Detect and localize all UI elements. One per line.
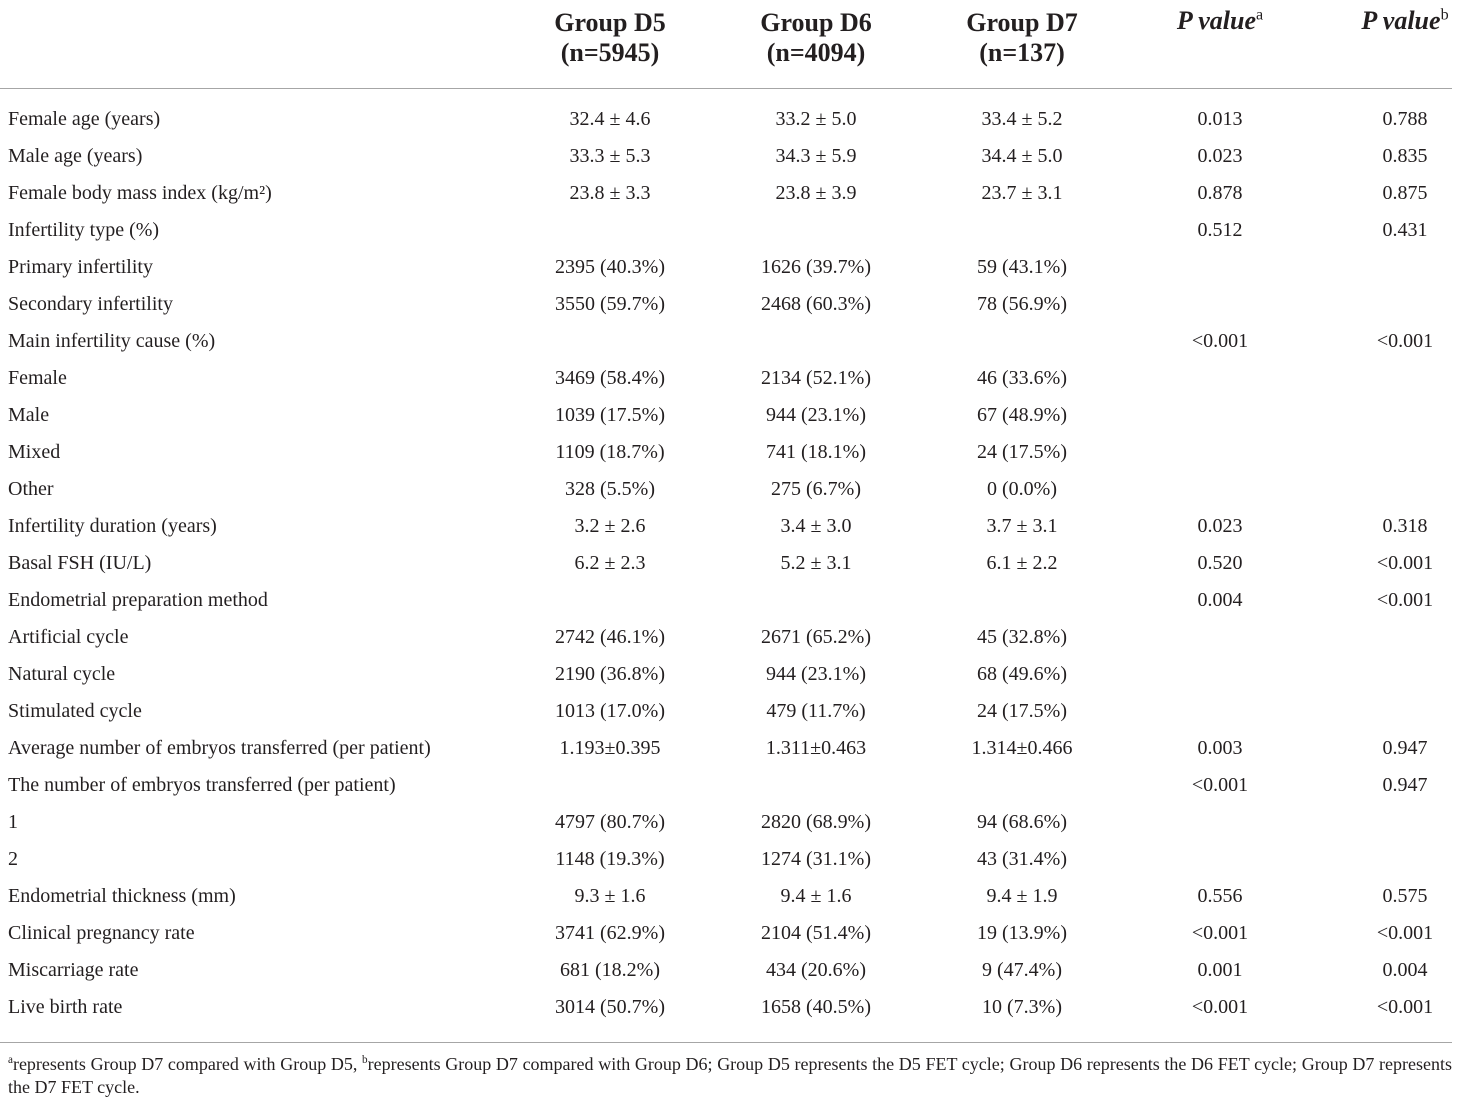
- table-row: [0, 360, 1460, 397]
- table-row: [0, 175, 1460, 212]
- cell-p-value-a: 0.023: [1197, 145, 1243, 167]
- cell-group-d5: 681 (18.2%): [560, 959, 660, 981]
- header-group-d6: [716, 8, 916, 68]
- cell-p-value-a: 0.023: [1197, 515, 1243, 537]
- footnote-text-b: represents Group D7 compared with Group D6; Group D5 represents the D5 FET cycle; Group D6 represents the D6 FET cycle; Group D7 represents the D7 FET cycle.: [8, 1054, 1452, 1097]
- cell-group-d5: 3741 (62.9%): [555, 922, 665, 944]
- cell-group-d7: 94 (68.6%): [977, 811, 1067, 833]
- cell-group-d5: 2190 (36.8%): [555, 663, 665, 685]
- table-row: [0, 878, 1460, 915]
- table-row: [0, 767, 1460, 804]
- cell-group-d5: 9.3 ± 1.6: [574, 885, 646, 907]
- table-bottom-rule: [0, 1042, 1452, 1043]
- table-row: [0, 619, 1460, 656]
- cell-group-d7: 67 (48.9%): [977, 404, 1067, 426]
- row-label: 2: [8, 848, 18, 870]
- cell-group-d6: 34.3 ± 5.9: [775, 145, 857, 167]
- header-p-value-a: [1165, 6, 1275, 36]
- cell-group-d7: 46 (33.6%): [977, 367, 1067, 389]
- cell-p-value-b: 0.431: [1382, 219, 1428, 241]
- cell-p-value-a: 0.520: [1197, 552, 1243, 574]
- cell-group-d7: 10 (7.3%): [982, 996, 1062, 1018]
- cell-group-d5: 6.2 ± 2.3: [574, 552, 646, 574]
- cell-group-d5: 328 (5.5%): [565, 478, 655, 500]
- cell-group-d5: 1109 (18.7%): [555, 441, 665, 463]
- row-label: Live birth rate: [8, 996, 123, 1018]
- cell-p-value-b: 0.835: [1382, 145, 1428, 167]
- table-body: [0, 101, 1460, 1026]
- cell-group-d5: 1013 (17.0%): [555, 700, 665, 722]
- cell-p-value-b: <0.001: [1376, 922, 1434, 944]
- row-label: Female age (years): [8, 108, 161, 130]
- row-label: The number of embryos transferred (per patient): [8, 774, 396, 796]
- row-label: Main infertility cause (%): [8, 330, 216, 352]
- cell-group-d6: 944 (23.1%): [766, 404, 866, 426]
- cell-group-d7: 33.4 ± 5.2: [981, 108, 1063, 130]
- header-p-value-b: [1350, 6, 1460, 36]
- footnote-text-a: represents Group D7 compared with Group D5,: [12, 1054, 363, 1074]
- cell-p-value-b: 0.004: [1382, 959, 1428, 981]
- cell-p-value-a: <0.001: [1191, 996, 1249, 1018]
- row-label: Mixed: [8, 441, 61, 463]
- row-label: Primary infertility: [8, 256, 153, 278]
- cell-p-value-b: 0.318: [1382, 515, 1428, 537]
- cell-p-value-b: <0.001: [1376, 589, 1434, 611]
- cell-group-d6: 2671 (65.2%): [761, 626, 871, 648]
- row-label: Average number of embryos transferred (per patient): [8, 737, 431, 759]
- cell-group-d7: 24 (17.5%): [977, 700, 1067, 722]
- header-group-count: (n=4094): [766, 38, 866, 67]
- cell-group-d5: 1039 (17.5%): [555, 404, 665, 426]
- table-row: [0, 434, 1460, 471]
- row-label: 1: [8, 811, 18, 833]
- cell-group-d7: 0 (0.0%): [987, 478, 1057, 500]
- row-label: Infertility duration (years): [8, 515, 217, 537]
- header-group-name: Group D7: [966, 8, 1078, 37]
- cell-group-d6: 5.2 ± 3.1: [780, 552, 852, 574]
- cell-group-d6: 2468 (60.3%): [761, 293, 871, 315]
- cell-group-d6: 3.4 ± 3.0: [780, 515, 852, 537]
- cell-group-d7: 9 (47.4%): [982, 959, 1062, 981]
- header-group-d5: [510, 8, 710, 68]
- row-label: Male age (years): [8, 145, 143, 167]
- cell-group-d7: 78 (56.9%): [977, 293, 1067, 315]
- cell-group-d6: 23.8 ± 3.9: [775, 182, 857, 204]
- table-row: [0, 471, 1460, 508]
- cell-p-value-b: 0.947: [1382, 737, 1428, 759]
- row-label: Clinical pregnancy rate: [8, 922, 195, 944]
- cell-p-value-a: 0.004: [1197, 589, 1243, 611]
- table-footnote: [8, 1053, 1452, 1099]
- cell-p-value-b: <0.001: [1376, 330, 1434, 352]
- table-row: [0, 138, 1460, 175]
- cell-group-d7: 3.7 ± 3.1: [986, 515, 1058, 537]
- row-label: Endometrial preparation method: [8, 589, 268, 611]
- cell-group-d7: 34.4 ± 5.0: [981, 145, 1063, 167]
- table-row: [0, 989, 1460, 1026]
- cell-p-value-a: 0.556: [1197, 885, 1243, 907]
- cell-group-d6: 2134 (52.1%): [761, 367, 871, 389]
- cell-group-d5: 3550 (59.7%): [555, 293, 665, 315]
- cell-p-value-a: 0.003: [1197, 737, 1243, 759]
- cell-group-d7: 43 (31.4%): [977, 848, 1067, 870]
- row-label: Natural cycle: [8, 663, 116, 685]
- cell-group-d6: 2820 (68.9%): [761, 811, 871, 833]
- table-row: [0, 915, 1460, 952]
- row-label: Basal FSH (IU/L): [8, 552, 152, 574]
- cell-group-d5: 1148 (19.3%): [555, 848, 665, 870]
- table-row: [0, 249, 1460, 286]
- cell-group-d7: 59 (43.1%): [977, 256, 1067, 278]
- row-label: Secondary infertility: [8, 293, 173, 315]
- p-value-label: P value: [1176, 6, 1257, 35]
- table-header: [0, 0, 1452, 89]
- cell-group-d7: 9.4 ± 1.9: [986, 885, 1058, 907]
- table-row: [0, 286, 1460, 323]
- row-label: Endometrial thickness (mm): [8, 885, 236, 907]
- row-label: Miscarriage rate: [8, 959, 139, 981]
- cell-group-d5: 3014 (50.7%): [555, 996, 665, 1018]
- cell-p-value-b: <0.001: [1376, 552, 1434, 574]
- footnote-marker-a: a: [8, 1054, 13, 1066]
- row-label: Male: [8, 404, 50, 426]
- row-label: Female: [8, 367, 67, 389]
- row-label: Artificial cycle: [8, 626, 129, 648]
- cell-group-d5: 3469 (58.4%): [555, 367, 665, 389]
- table-row: [0, 804, 1460, 841]
- header-group-count: (n=5945): [560, 38, 660, 67]
- cell-p-value-a: 0.878: [1197, 182, 1243, 204]
- cell-group-d6: 741 (18.1%): [766, 441, 866, 463]
- table-row: [0, 212, 1460, 249]
- cell-group-d6: 2104 (51.4%): [761, 922, 871, 944]
- table-row: [0, 582, 1460, 619]
- header-group-d7: [922, 8, 1122, 68]
- table-row: [0, 730, 1460, 767]
- cell-group-d6: 1274 (31.1%): [761, 848, 871, 870]
- cell-group-d6: 275 (6.7%): [771, 478, 861, 500]
- table-row: [0, 545, 1460, 582]
- cell-p-value-a: 0.001: [1197, 959, 1243, 981]
- cell-p-value-b: 0.875: [1382, 182, 1428, 204]
- cell-p-value-a: <0.001: [1191, 330, 1249, 352]
- cell-group-d5: 2395 (40.3%): [555, 256, 665, 278]
- cell-group-d5: 4797 (80.7%): [555, 811, 665, 833]
- cell-group-d5: 2742 (46.1%): [555, 626, 665, 648]
- cell-group-d6: 9.4 ± 1.6: [780, 885, 852, 907]
- cell-group-d6: 434 (20.6%): [766, 959, 866, 981]
- header-group-name: Group D5: [554, 8, 666, 37]
- cell-group-d6: 33.2 ± 5.0: [775, 108, 857, 130]
- cell-group-d7: 19 (13.9%): [977, 922, 1067, 944]
- table-row: [0, 841, 1460, 878]
- cell-group-d6: 1.311±0.463: [765, 737, 867, 759]
- cell-p-value-a: 0.512: [1197, 219, 1243, 241]
- cell-group-d5: 32.4 ± 4.6: [569, 108, 651, 130]
- cell-group-d6: 944 (23.1%): [766, 663, 866, 685]
- cell-p-value-a: <0.001: [1191, 774, 1249, 796]
- p-value-label: P value: [1361, 6, 1441, 35]
- cell-group-d6: 479 (11.7%): [766, 700, 866, 722]
- header-group-count: (n=137): [979, 38, 1065, 67]
- table-row: [0, 952, 1460, 989]
- cell-p-value-b: <0.001: [1376, 996, 1434, 1018]
- cell-group-d5: 33.3 ± 5.3: [569, 145, 651, 167]
- cell-group-d7: 68 (49.6%): [977, 663, 1067, 685]
- cell-p-value-b: 0.575: [1382, 885, 1428, 907]
- cell-group-d7: 23.7 ± 3.1: [981, 182, 1063, 204]
- cell-p-value-b: 0.947: [1382, 774, 1428, 796]
- cell-group-d7: 6.1 ± 2.2: [986, 552, 1058, 574]
- row-label: Stimulated cycle: [8, 700, 142, 722]
- table-row: [0, 656, 1460, 693]
- row-label: Other: [8, 478, 54, 500]
- cell-group-d5: 1.193±0.395: [559, 737, 661, 759]
- footnote-marker-b: b: [362, 1054, 368, 1066]
- cell-group-d7: 24 (17.5%): [977, 441, 1067, 463]
- table-row: [0, 101, 1460, 138]
- table-row: [0, 693, 1460, 730]
- row-label: Infertility type (%): [8, 219, 160, 241]
- cell-group-d7: 1.314±0.466: [971, 737, 1073, 759]
- cell-group-d7: 45 (32.8%): [977, 626, 1067, 648]
- table-row: [0, 397, 1460, 434]
- table-row: [0, 323, 1460, 360]
- table-row: [0, 508, 1460, 545]
- cell-p-value-a: <0.001: [1191, 922, 1249, 944]
- cell-group-d5: 23.8 ± 3.3: [569, 182, 651, 204]
- header-group-name: Group D6: [760, 8, 872, 37]
- cell-p-value-a: 0.013: [1197, 108, 1243, 130]
- p-value-superscript: b: [1440, 6, 1449, 24]
- cell-group-d5: 3.2 ± 2.6: [574, 515, 646, 537]
- cell-group-d6: 1626 (39.7%): [761, 256, 871, 278]
- row-label: Female body mass index (kg/m²): [8, 182, 272, 204]
- p-value-superscript: a: [1256, 6, 1264, 24]
- cell-p-value-b: 0.788: [1382, 108, 1428, 130]
- cell-group-d6: 1658 (40.5%): [761, 996, 871, 1018]
